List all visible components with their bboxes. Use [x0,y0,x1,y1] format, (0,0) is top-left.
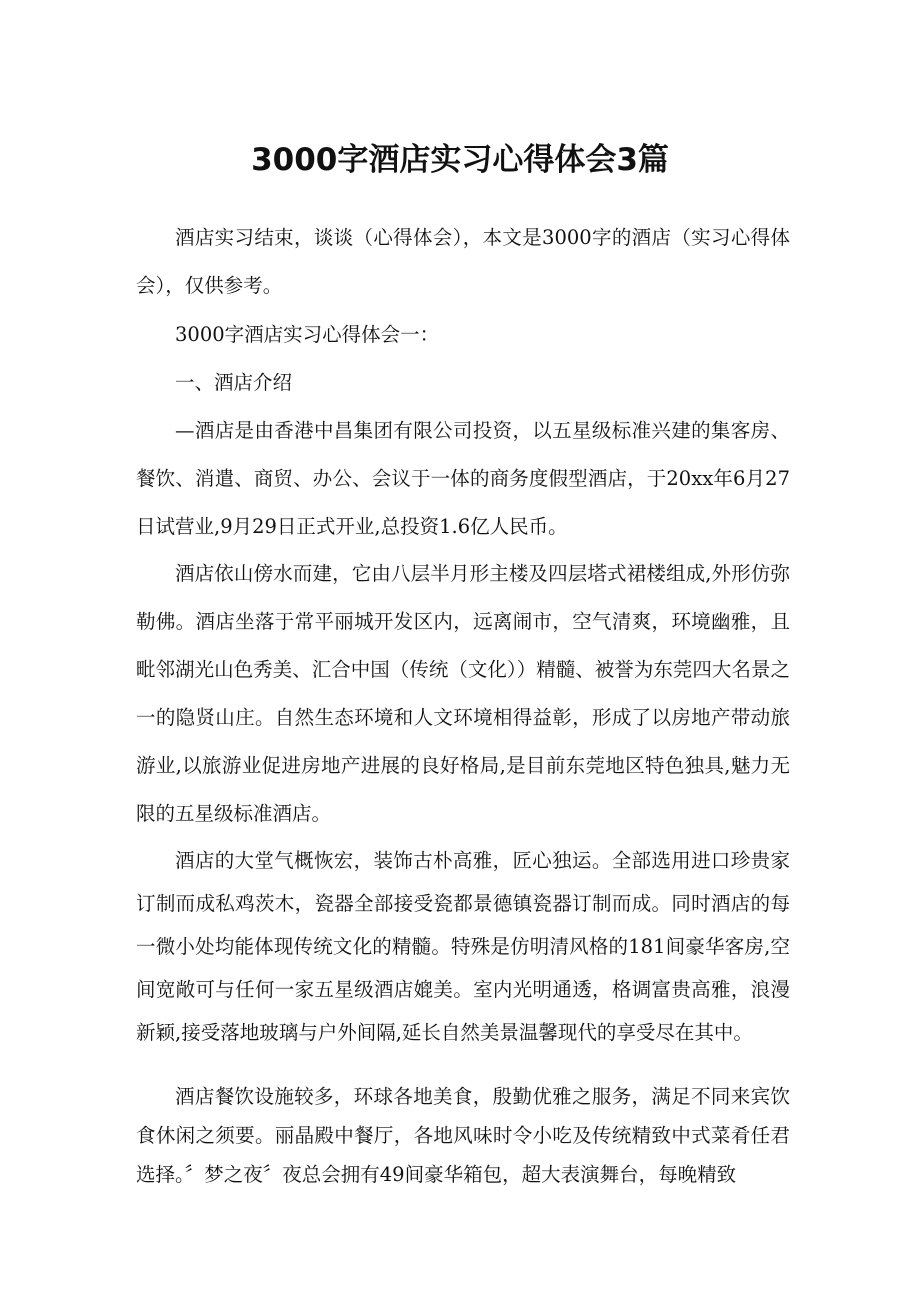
paragraph-hotel-investment: —酒店是由香港中昌集团有限公司投资，以五星级标准兴建的集客房、餐饮、消遣、商贸、办公、会议于一体的商务度假型酒店，于20xx年6月27日试营业,9月29日正式开业,总投资1.6亿人民币。 [136,419,790,538]
paragraph-hotel-location: 酒店依山傍水而建，它由八层半月形主楼及四层塔式裙楼组成,外形仿弥勒佛。酒店坐落于常平丽城开发区内，远离闹市，空气清爽，环境幽雅，且毗邻湖光山色秀美、汇合中国（传统（文化））精髓、被誉为东莞四大名景之一的隐贤山庄。自然生态环境和人文环境相得益彰，形成了以房地产带动旅游业,以旅游业促进房地产进展的良好格局,是目前东莞地区特色独具,魅力无限的五星级标准酒店。 [136,562,790,825]
paragraph-hotel-lobby: 酒店的大堂气概恢宏，装饰古朴高雅，匠心独运。全部选用进口珍贵家订制而成私鸡茨木，瓷器全部接受瓷都景德镇瓷器订制而成。同时酒店的每一微小处均能体现传统文化的精髓。特殊是仿明清风格的181间豪华客房,空间宽敞可与任何一家五星级酒店媲美。室内光明通透，格调富贵高雅，浪漫新颖,接受落地玻璃与户外间隔,延长自然美景温馨现代的享受尽在其中。 [136,849,790,1044]
document-title: 3000字酒店实习心得体会3篇 [251,142,669,178]
section-heading-1: 3000字酒店实习心得体会一： [175,323,440,346]
paragraph-hotel-dining: 酒店餐饮设施较多，环球各地美食，殷勤优雅之服务，满足不同来宾饮食休闲之须要。丽晶殿中餐厅，各地风味时令小吃及传统精致中式菜肴任君选择。〞梦之夜〞夜总会拥有49间豪华箱包，超大表演舞台，每晚精致 [136,1085,790,1186]
intro-paragraph: 酒店实习结束，谈谈（心得体会），本文是3000字的酒店（实习心得体会），仅供参考。 [136,226,790,297]
subsection-heading-hotel-intro: 一、酒店介绍 [175,371,293,394]
